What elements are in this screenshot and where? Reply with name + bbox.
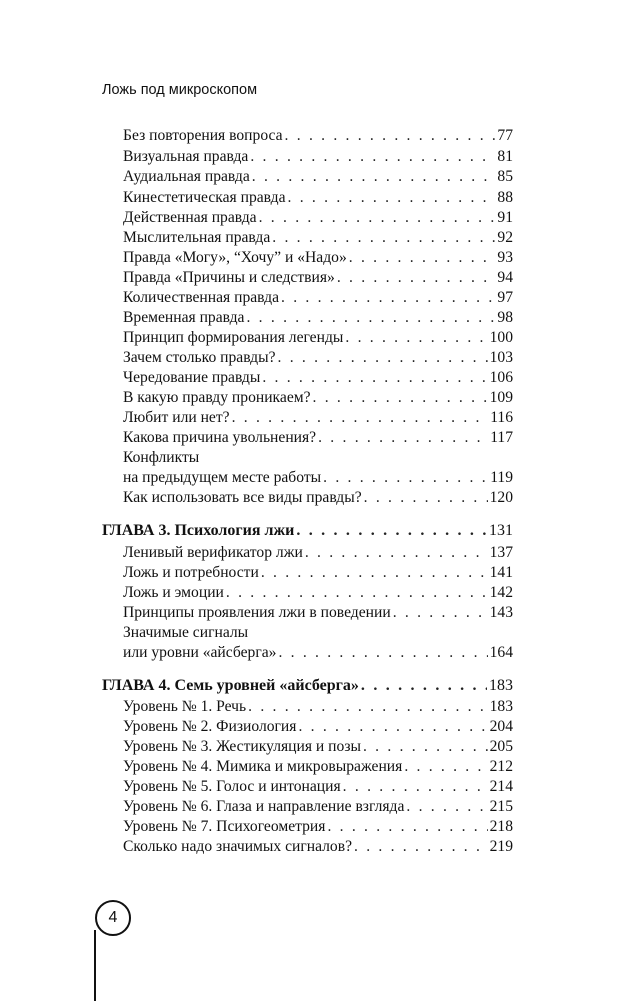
toc-entry-page: 215 <box>489 798 513 815</box>
toc-entry-title: Конфликты <box>123 449 200 466</box>
dot-leader <box>278 348 488 368</box>
toc-entry-first-line <box>123 623 248 643</box>
toc-entry-title: Уровень № 2. Физиология <box>123 718 297 735</box>
dot-leader <box>364 488 488 508</box>
dot-leader <box>345 328 487 348</box>
dot-leader <box>298 717 487 737</box>
toc-entry[interactable] <box>123 428 513 448</box>
toc-chapter-title: ГЛАВА 4. Семь уровней «айсберга» <box>102 677 359 694</box>
dot-leader <box>232 408 489 428</box>
toc-entry[interactable] <box>123 388 513 408</box>
dot-leader <box>272 228 495 248</box>
toc-entry-title: Правда «Могу», “Хочу” и «Надо» <box>123 249 347 266</box>
toc-entry-title: Ложь и эмоции <box>123 584 224 601</box>
toc-entry[interactable] <box>123 328 513 348</box>
toc-entry-page: 116 <box>490 409 513 426</box>
toc-entry-title: на предыдущем месте работы <box>123 469 322 486</box>
toc-chapter[interactable] <box>102 521 513 541</box>
toc-entry[interactable] <box>123 288 513 308</box>
toc-entry[interactable] <box>123 368 513 388</box>
folio-rule <box>94 930 96 1001</box>
dot-leader <box>248 697 487 717</box>
toc-entry[interactable] <box>123 268 513 288</box>
toc-entry-title: Уровень № 3. Жестикуляция и позы <box>123 738 361 755</box>
dot-leader <box>281 288 495 308</box>
toc-entry-page: 141 <box>489 564 513 581</box>
toc-entry-page: 100 <box>489 329 513 346</box>
dot-leader <box>261 563 488 583</box>
dot-leader <box>285 126 496 146</box>
dot-leader <box>406 797 487 817</box>
dot-leader <box>361 676 487 696</box>
toc-entry-page: 98 <box>497 309 513 326</box>
dot-leader <box>278 643 487 663</box>
toc-entry-title: Принципы проявления лжи в поведении <box>123 604 391 621</box>
dot-leader <box>259 208 496 228</box>
toc-entry-title: Уровень № 5. Голос и интонация <box>123 778 341 795</box>
toc-entry[interactable] <box>123 167 513 187</box>
toc-entry[interactable] <box>123 468 513 488</box>
toc-entry-page: 81 <box>497 148 513 165</box>
toc-entry-title: Без повторения вопроса <box>123 127 283 144</box>
page-number: 4 <box>95 900 131 936</box>
toc-entry-title: Ложь и потребности <box>123 564 259 581</box>
toc-entry-title: Уровень № 6. Глаза и направление взгляда <box>123 798 405 815</box>
toc-entry-title: Сколько надо значимых сигналов? <box>123 838 353 855</box>
toc-entry-title: Аудиальная правда <box>123 168 250 185</box>
toc-entry-page: 142 <box>489 584 513 601</box>
toc-entry-page: 109 <box>489 389 513 406</box>
dot-leader <box>343 777 488 797</box>
toc-entry-page: 106 <box>489 369 513 386</box>
toc-entry-page: 117 <box>490 429 513 446</box>
toc-chapter-page: 131 <box>489 522 513 539</box>
dot-leader <box>250 147 495 167</box>
toc-entry[interactable] <box>123 408 513 428</box>
toc-entry-page: 94 <box>497 269 513 286</box>
toc-entry-page: 88 <box>497 189 513 206</box>
toc-entry-page: 205 <box>489 738 513 755</box>
dot-leader <box>252 167 496 187</box>
running-head: Ложь под микроскопом <box>102 82 258 98</box>
toc-entry-title: Любит или нет? <box>123 409 230 426</box>
dot-leader <box>337 268 496 288</box>
toc-entry[interactable] <box>123 797 513 817</box>
toc-entry-page: 218 <box>489 818 513 835</box>
toc-entry[interactable] <box>123 817 513 837</box>
toc-entry-title: Как использовать все виды правды? <box>123 489 362 506</box>
dot-leader <box>318 428 488 448</box>
toc-entry-title: Правда «Причины и следствия» <box>123 269 335 286</box>
toc-entry-page: 91 <box>497 209 513 226</box>
toc-entry-page: 143 <box>489 604 513 621</box>
toc-entry[interactable] <box>123 126 513 146</box>
toc-entry[interactable] <box>123 488 513 508</box>
dot-leader <box>349 248 496 268</box>
toc-entry-page: 164 <box>489 644 513 661</box>
toc-entry[interactable] <box>123 188 513 208</box>
toc-entry-page: 219 <box>489 838 513 855</box>
dot-leader <box>296 521 487 541</box>
toc-entry[interactable] <box>123 228 513 248</box>
toc-entry[interactable] <box>123 603 513 623</box>
toc-entry-page: 212 <box>489 758 513 775</box>
toc-chapter-title: ГЛАВА 3. Психология лжи <box>102 522 295 539</box>
dot-leader <box>262 368 487 388</box>
toc-entry-title: Визуальная правда <box>123 148 249 165</box>
toc-entry-title: В какую правду проникаем? <box>123 389 311 406</box>
toc-entry[interactable] <box>123 543 513 563</box>
dot-leader <box>354 837 488 857</box>
toc-entry-title: Уровень № 4. Мимика и микровыражения <box>123 758 403 775</box>
toc-entry[interactable] <box>123 643 513 663</box>
dot-leader <box>393 603 488 623</box>
toc-entry[interactable] <box>123 348 513 368</box>
toc-entry-title: Уровень № 7. Психогеометрия <box>123 818 326 835</box>
dot-leader <box>305 543 488 563</box>
toc-entry-page: 77 <box>497 127 513 144</box>
toc-entry-title: Значимые сигналы <box>123 624 249 641</box>
dot-leader <box>226 583 488 603</box>
toc-entry-page: 214 <box>489 778 513 795</box>
toc-entry[interactable] <box>123 697 513 717</box>
toc-entry-title: Чередование правды <box>123 369 261 386</box>
toc-entry-page: 120 <box>489 489 513 506</box>
toc-entry-title: Временная правда <box>123 309 245 326</box>
toc-entry-title: или уровни «айсберга» <box>123 644 277 661</box>
toc-entry-title: Зачем столько правды? <box>123 349 276 366</box>
toc-chapter-page: 183 <box>489 677 513 694</box>
dot-leader <box>363 737 488 757</box>
toc-entry-page: 204 <box>489 718 513 735</box>
toc-entry-page: 183 <box>489 698 513 715</box>
toc-entry[interactable] <box>123 717 513 737</box>
toc-entry-page: 85 <box>497 168 513 185</box>
toc-entry[interactable] <box>123 837 513 857</box>
toc-entry-title: Ленивый верификатор лжи <box>123 544 303 561</box>
toc-entry-page: 93 <box>497 249 513 266</box>
dot-leader <box>313 388 488 408</box>
toc-entry[interactable] <box>123 737 513 757</box>
toc-entry-title: Действенная правда <box>123 209 257 226</box>
toc-entry[interactable] <box>123 777 513 797</box>
toc-entry-title: Количественная правда <box>123 289 279 306</box>
toc-entry[interactable] <box>123 757 513 777</box>
toc-entry-page: 119 <box>490 469 513 486</box>
dot-leader <box>323 468 488 488</box>
toc-entry[interactable] <box>123 563 513 583</box>
toc-entry-page: 97 <box>497 289 513 306</box>
dot-leader <box>404 757 487 777</box>
dot-leader <box>288 188 496 208</box>
toc-entry[interactable] <box>123 583 513 603</box>
toc-entry-page: 103 <box>489 349 513 366</box>
toc-entry[interactable] <box>123 147 513 167</box>
toc-entry[interactable] <box>123 208 513 228</box>
toc-entry-first-line <box>123 448 199 468</box>
toc-entry-title: Принцип формирования легенды <box>123 329 344 346</box>
toc-entry-title: Мыслительная правда <box>123 229 271 246</box>
toc-entry-page: 137 <box>489 544 513 561</box>
toc-entry-page: 92 <box>497 229 513 246</box>
toc-entry-title: Какова причина увольнения? <box>123 429 317 446</box>
toc-entry[interactable] <box>123 248 513 268</box>
toc-chapter[interactable] <box>102 676 513 696</box>
toc-entry[interactable] <box>123 308 513 328</box>
dot-leader <box>327 817 487 837</box>
toc-entry-title: Кинестетическая правда <box>123 189 286 206</box>
toc-entry-title: Уровень № 1. Речь <box>123 698 247 715</box>
dot-leader <box>246 308 495 328</box>
